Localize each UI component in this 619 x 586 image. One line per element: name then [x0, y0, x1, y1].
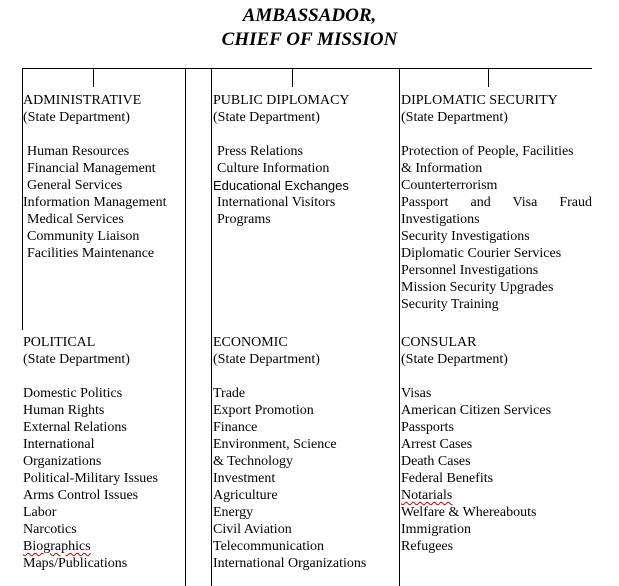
list-item: Notarials — [401, 488, 453, 503]
column-divider-2 — [211, 68, 212, 586]
list-item: Passport and Visa Fraud — [401, 195, 592, 210]
list-item: Security Investigations — [401, 229, 530, 244]
list-item: Labor — [23, 505, 57, 520]
section-subheading: (State Department) — [401, 352, 508, 367]
list-item: Human Resources — [27, 144, 130, 159]
list-item: General Services — [27, 178, 123, 193]
list-item: Arrest Cases — [401, 437, 473, 452]
list-item: Trade — [213, 386, 246, 401]
section-subheading: (State Department) — [213, 352, 320, 367]
list-item: American Citizen Services — [401, 403, 552, 418]
section-subheading: (State Department) — [23, 352, 130, 367]
section-heading: CONSULAR — [401, 335, 477, 350]
section-heading: PUBLIC DIPLOMACY — [213, 93, 350, 108]
section-subheading: (State Department) — [23, 110, 130, 125]
column-divider-3 — [399, 68, 400, 586]
list-item: Organizations — [23, 454, 102, 469]
horizontal-connector — [22, 68, 592, 69]
list-item: Educational Exchanges — [213, 178, 349, 193]
section-subheading: (State Department) — [213, 110, 320, 125]
list-item: Refugees — [401, 539, 454, 554]
list-item: Human Rights — [23, 403, 105, 418]
list-item: Culture Information — [217, 161, 330, 176]
chart-title-line-1: AMBASSADOR, — [242, 5, 377, 26]
section-public-diplomacy — [213, 92, 350, 228]
list-item: Federal Benefits — [401, 471, 494, 486]
list-item: International Visitors — [217, 195, 336, 210]
list-item: Domestic Politics — [23, 386, 123, 401]
section-heading: ADMINISTRATIVE — [23, 93, 142, 108]
list-item: External Relations — [23, 420, 127, 435]
section-political — [23, 334, 158, 572]
list-item: & Technology — [213, 454, 294, 469]
list-item: Political-Military Issues — [23, 471, 158, 486]
section-economic — [213, 334, 366, 572]
list-item: Protection of People, Facilities — [401, 144, 574, 159]
list-item: Maps/Publications — [23, 556, 128, 571]
list-item: Financial Management — [27, 161, 156, 176]
list-item: Agriculture — [213, 488, 278, 503]
list-item: Environment, Science — [213, 437, 337, 452]
section-subheading: (State Department) — [401, 110, 508, 125]
list-item: Death Cases — [401, 454, 471, 469]
section-item-list — [213, 385, 366, 572]
list-item: Community Liaison — [27, 229, 140, 244]
section-heading: ECONOMIC — [213, 335, 288, 350]
chart-title-line-2: CHIEF OF MISSION — [221, 29, 398, 50]
list-item: & Information — [401, 161, 483, 176]
section-diplomatic-security — [401, 92, 592, 313]
list-item: Energy — [213, 505, 254, 520]
list-item: Security Training — [401, 297, 499, 312]
list-item: Press Relations — [217, 144, 303, 159]
section-item-list — [23, 143, 166, 262]
drop-line-public-diplomacy — [292, 68, 293, 87]
section-administrative — [23, 92, 166, 262]
list-item: Visas — [401, 386, 432, 401]
list-item: Telecommunication — [213, 539, 324, 554]
list-item: Welfare & Whereabouts — [401, 505, 537, 520]
section-item-list — [401, 385, 551, 555]
drop-line-diplomatic-security — [488, 68, 489, 87]
column-divider-1 — [185, 68, 186, 586]
list-item: Diplomatic Courier Services — [401, 246, 562, 261]
list-item: Export Promotion — [213, 403, 314, 418]
list-item: Personnel Investigations — [401, 263, 539, 278]
list-item: Arms Control Issues — [23, 488, 139, 503]
list-item: Finance — [213, 420, 258, 435]
list-item: Information Management — [23, 195, 167, 210]
section-item-list — [213, 143, 350, 228]
list-item: Immigration — [401, 522, 471, 537]
list-item: Counterterrorism — [401, 178, 498, 193]
list-item: Mission Security Upgrades — [401, 280, 554, 295]
list-item: Investigations — [401, 212, 480, 227]
list-item: Facilities Maintenance — [27, 246, 155, 261]
section-heading: POLITICAL — [23, 335, 96, 350]
list-item: International — [23, 437, 95, 452]
list-item: Medical Services — [27, 212, 124, 227]
list-item: Biographics — [23, 539, 91, 554]
list-item: Programs — [217, 212, 271, 227]
list-item: Narcotics — [23, 522, 77, 537]
section-item-list — [401, 143, 592, 313]
list-item: Civil Aviation — [213, 522, 292, 537]
list-item: International Organizations — [213, 556, 367, 571]
drop-line-administrative — [93, 68, 94, 87]
list-item: Passports — [401, 420, 454, 435]
section-item-list — [23, 385, 158, 572]
list-item: Investment — [213, 471, 276, 486]
section-heading: DIPLOMATIC SECURITY — [401, 93, 558, 108]
section-consular — [401, 334, 551, 555]
